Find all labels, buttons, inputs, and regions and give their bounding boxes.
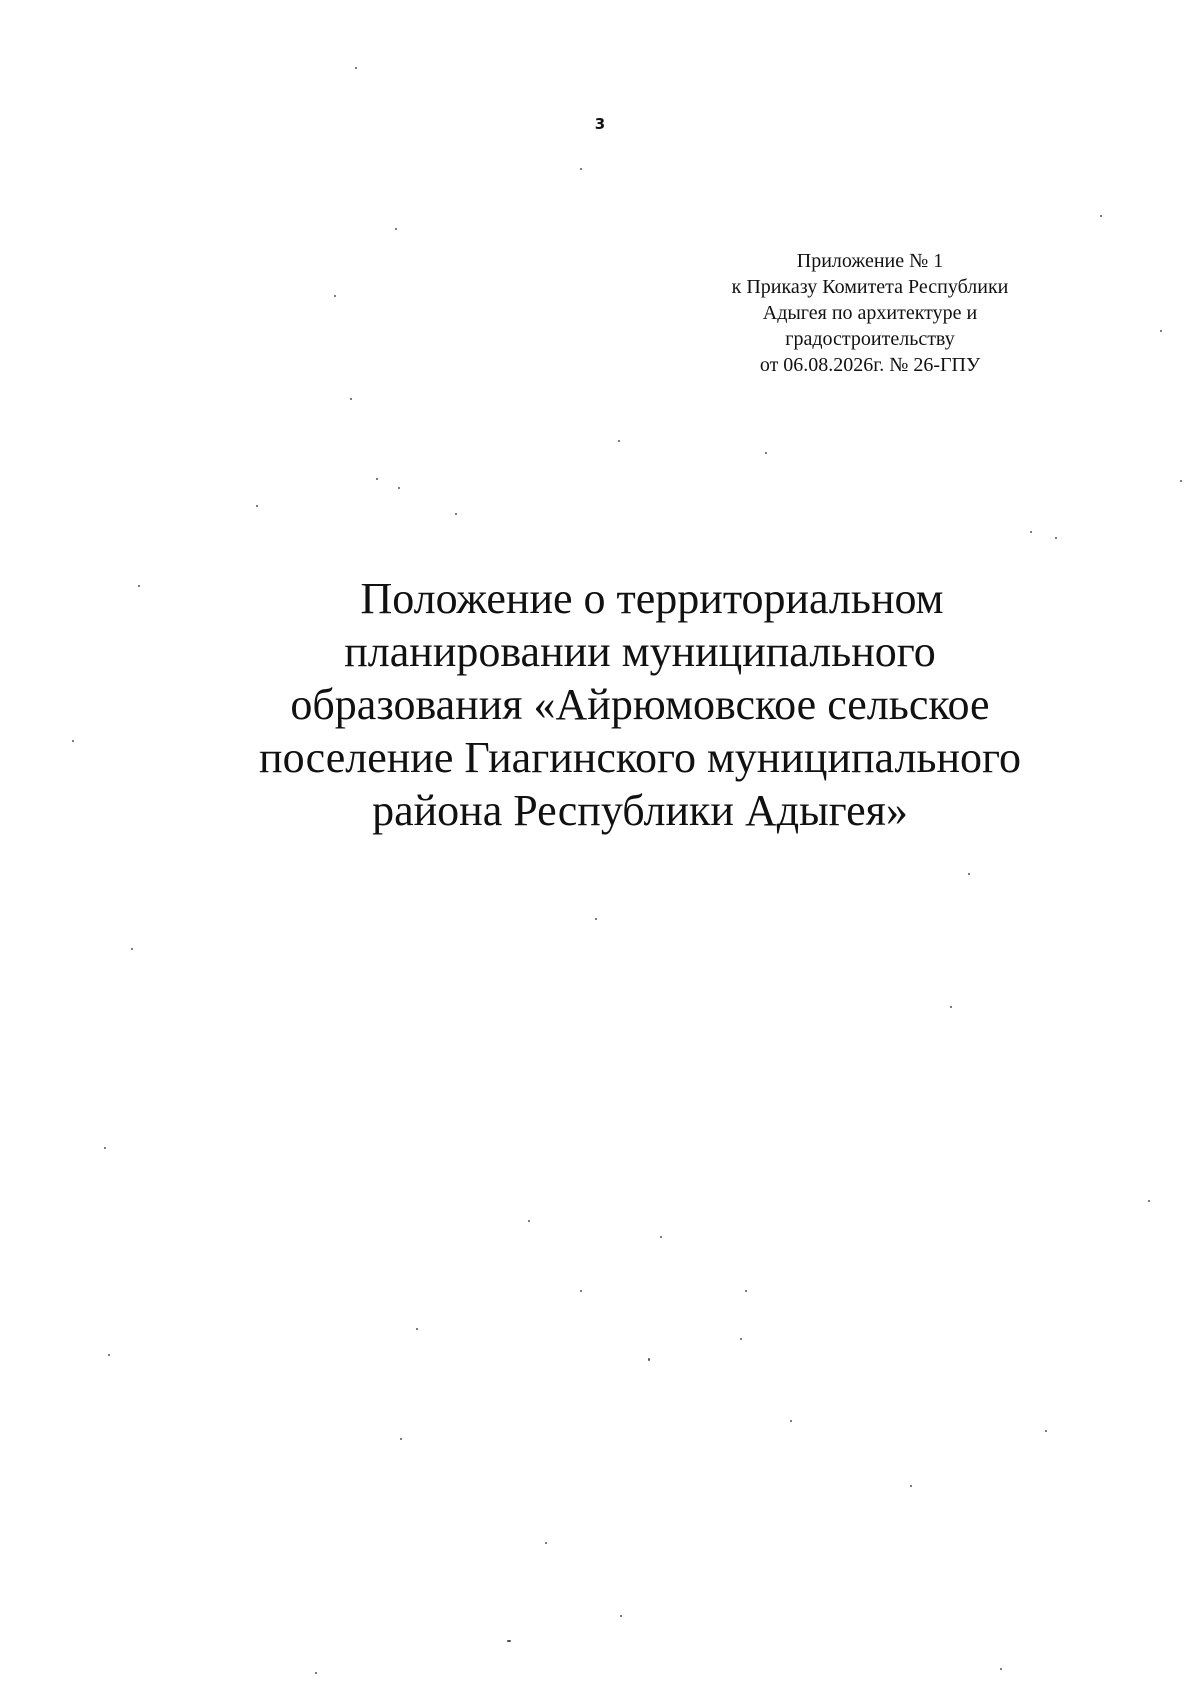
scan-speck: [400, 1438, 402, 1440]
scan-speck: [790, 1420, 792, 1422]
scan-speck: [580, 1290, 582, 1292]
scan-speck: [455, 513, 457, 515]
scan-speck: [1055, 537, 1057, 539]
scan-speck: [138, 585, 140, 587]
scan-speck: [72, 740, 74, 742]
scan-speck: [648, 1358, 650, 1361]
scan-speck: [618, 440, 620, 442]
appendix-line: от 06.08.2026г. № 26-ГПУ: [759, 354, 981, 376]
scan-speck: [528, 1220, 530, 1222]
scan-speck: [1180, 480, 1182, 482]
scan-speck: [660, 1236, 662, 1238]
scan-speck: [507, 1640, 511, 1642]
scan-speck: [355, 67, 357, 69]
scan-speck: [595, 918, 597, 920]
scan-speck: [131, 948, 133, 950]
scan-speck: [416, 1328, 418, 1330]
title-line: поселение Гиагинского муниципального: [259, 733, 1021, 782]
title-line: района Республики Адыгея»: [372, 786, 908, 835]
scan-speck: [968, 873, 970, 875]
scan-speck: [765, 452, 767, 454]
scan-speck: [1000, 1668, 1002, 1670]
appendix-line: градостроительству: [785, 328, 955, 350]
scan-speck: [1100, 215, 1102, 217]
scan-speck: [910, 1485, 912, 1487]
scan-speck: [334, 295, 336, 297]
scan-speck: [740, 1338, 742, 1340]
appendix-line: Приложение № 1: [796, 250, 944, 272]
scan-speck: [950, 1006, 952, 1008]
scan-speck: [398, 487, 400, 489]
scan-speck: [545, 1542, 547, 1544]
title-line: планировании муниципального: [344, 627, 936, 676]
appendix-block: [680, 248, 1060, 378]
scan-speck: [1148, 1200, 1150, 1202]
scan-speck: [620, 1615, 622, 1617]
appendix-line: к Приказу Комитета Республики: [731, 276, 1009, 298]
scan-speck: [1030, 531, 1032, 533]
scan-speck: [256, 505, 258, 507]
scan-speck: [108, 1354, 110, 1356]
scan-speck: [395, 228, 397, 230]
page-number: 3: [594, 115, 606, 133]
document-title: [150, 572, 1130, 837]
scan-speck: [376, 478, 378, 480]
title-line: Положение о территориальном: [360, 574, 944, 623]
scan-speck: [350, 398, 352, 400]
title-line: образования «Айрюмовское сельское: [290, 680, 990, 729]
scan-speck: [745, 1290, 747, 1292]
scan-speck: [104, 1147, 106, 1149]
scan-speck: [580, 168, 582, 170]
scan-speck: [1160, 330, 1162, 332]
scan-speck: [315, 1672, 317, 1674]
appendix-line: Адыгея по архитектуре и: [762, 302, 978, 324]
scan-speck: [1045, 1430, 1047, 1432]
